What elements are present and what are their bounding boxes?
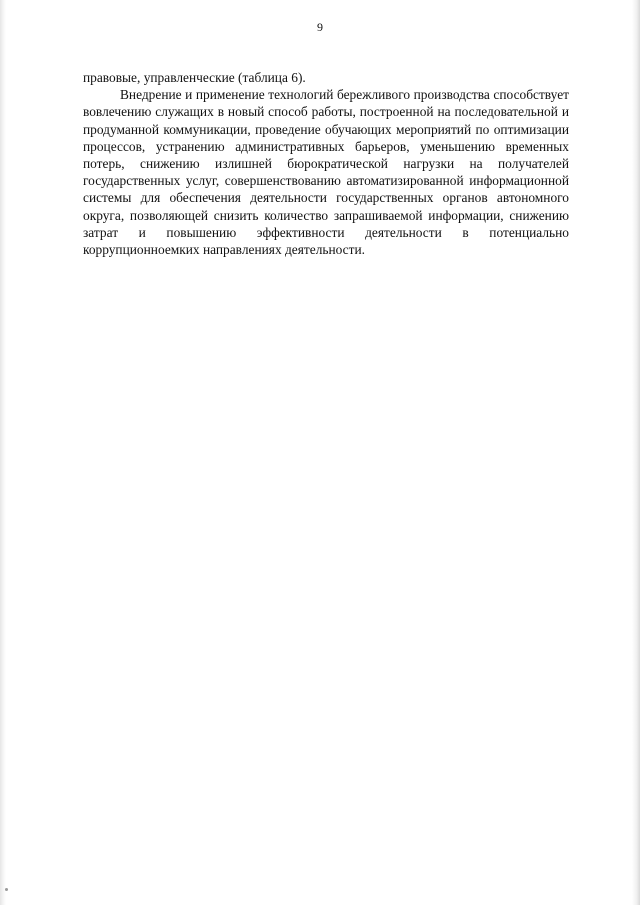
scan-artifact-mark (5, 888, 8, 891)
page-number: 9 (317, 20, 323, 34)
paragraph-lean-production: Внедрение и применение технологий бережливого производства способствует вовлечению служащих в новый способ работы, построенной на последовательной и продуманной коммуникации, проведение обучающих мероприятий по оптимизации процессов, устранению административных барьеров, уменьшению временных потерь, снижению излишней бюрократической нагрузки на получателей государственных услуг, совершенствованию автоматизированной информационной системы для обеспечения деятельности государственных органов автономного округа, позволяющей снизить количество запрашиваемой информации, снижению затрат и повышению эффективности деятельности в потенциально коррупционноемких направлениях деятельности. (83, 87, 569, 258)
document-body (83, 69, 569, 258)
scan-edge-left (0, 0, 6, 905)
paragraph-continuation: правовые, управленческие (таблица 6). (83, 70, 306, 85)
scan-edge-right (632, 0, 640, 905)
